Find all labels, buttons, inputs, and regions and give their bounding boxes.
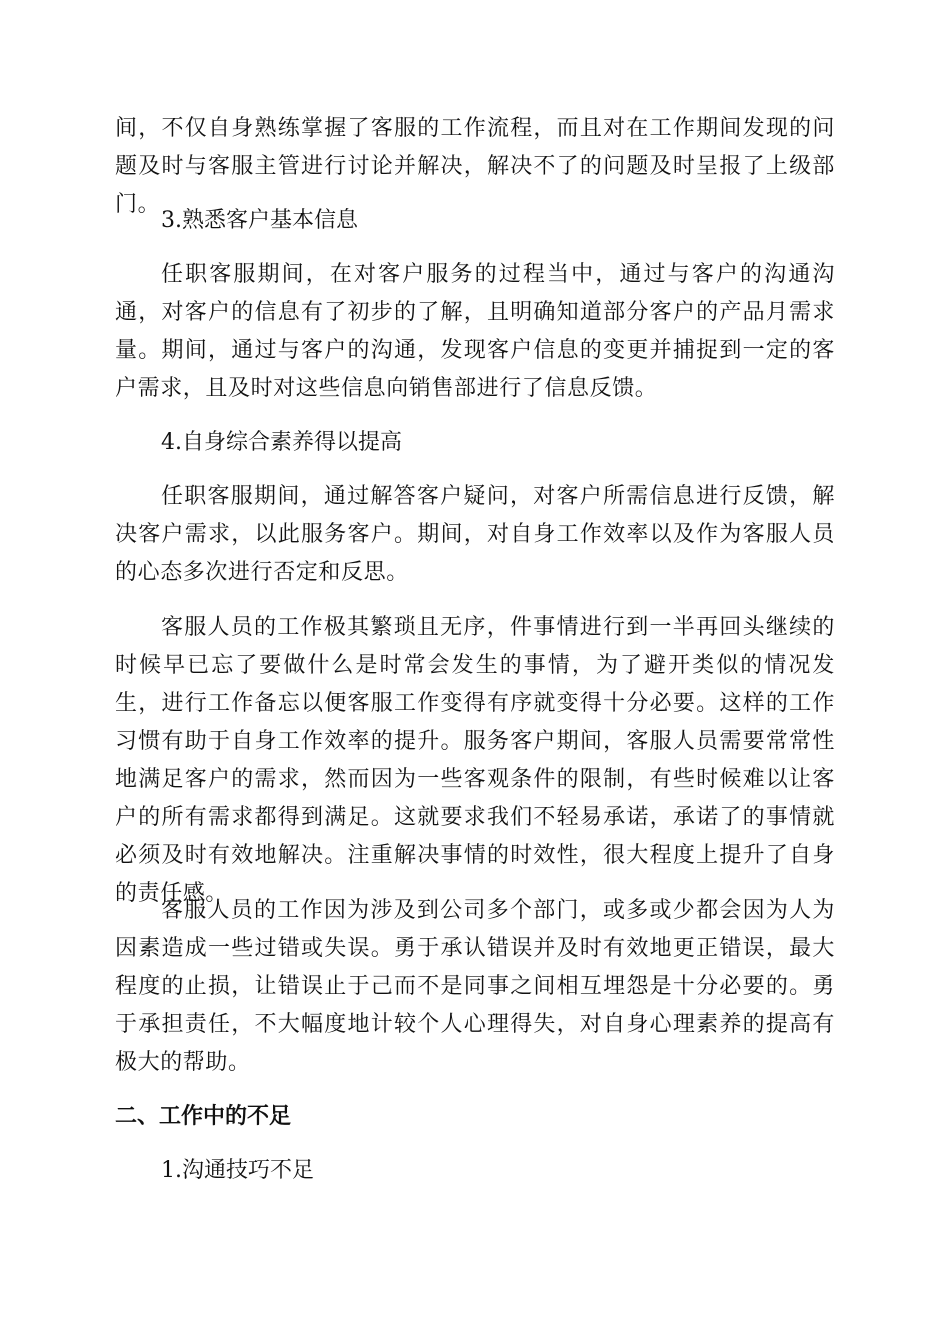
paragraph-work-process: 间，不仅自身熟练掌握了客服的工作流程，而且对在工作期间发现的问题及时与客服主管进行讨论并解决，解决不了的问题及时呈报了上级部门。 [115,116,835,217]
subheading-self-improvement: 4.自身综合素养得以提高 [161,430,402,455]
section-heading-shortcomings: 二、工作中的不足 [115,1104,292,1129]
subheading-communication-skills: 1.沟通技巧不足 [161,1158,314,1183]
subheading-customer-info: 3.熟悉客户基本信息 [161,208,358,233]
paragraph-work-habits: 客服人员的工作极其繁琐且无序，件事情进行到一半再回头继续的时候早已忘了要做什么是时常会发生的事情，为了避开类似的情况发生，进行工作备忘以便客服工作变得有序就变得十分必要。这样的工作习惯有助于自身工作效率的提升。服务客户期间，客服人员需要常常性地满足客户的需求，然而因为一些客观条件的限制，有些时候难以让客户的所有需求都得到满足。这就要求我们不轻易承诺，承诺了的事情就必须及时有效地解决。注重解决事情的时效性，很大程度上提升了自身的责任感。 [115,615,835,906]
paragraph-responsibility: 客服人员的工作因为涉及到公司多个部门，或多或少都会因为人为因素造成一些过错或失误。勇于承认错误并及时有效地更正错误，最大程度的止损，让错误止于己而不是同事之间相互埋怨是十分必要的。勇于承担责任，不大幅度地计较个人心理得失，对自身心理素养的提高有极大的帮助。 [115,898,835,1075]
paragraph-customer-info: 任职客服期间，在对客户服务的过程当中，通过与客户的沟通沟通，对客户的信息有了初步的了解，且明确知道部分客户的产品月需求量。期间，通过与客户的沟通，发现客户信息的变更并捕捉到一定的客户需求，且及时对这些信息向销售部进行了信息反馈。 [115,262,835,401]
paragraph-answering-questions: 任职客服期间，通过解答客户疑问，对客户所需信息进行反馈，解决客户需求，以此服务客户。期间，对自身工作效率以及作为客服人员的心态多次进行否定和反思。 [115,484,835,585]
